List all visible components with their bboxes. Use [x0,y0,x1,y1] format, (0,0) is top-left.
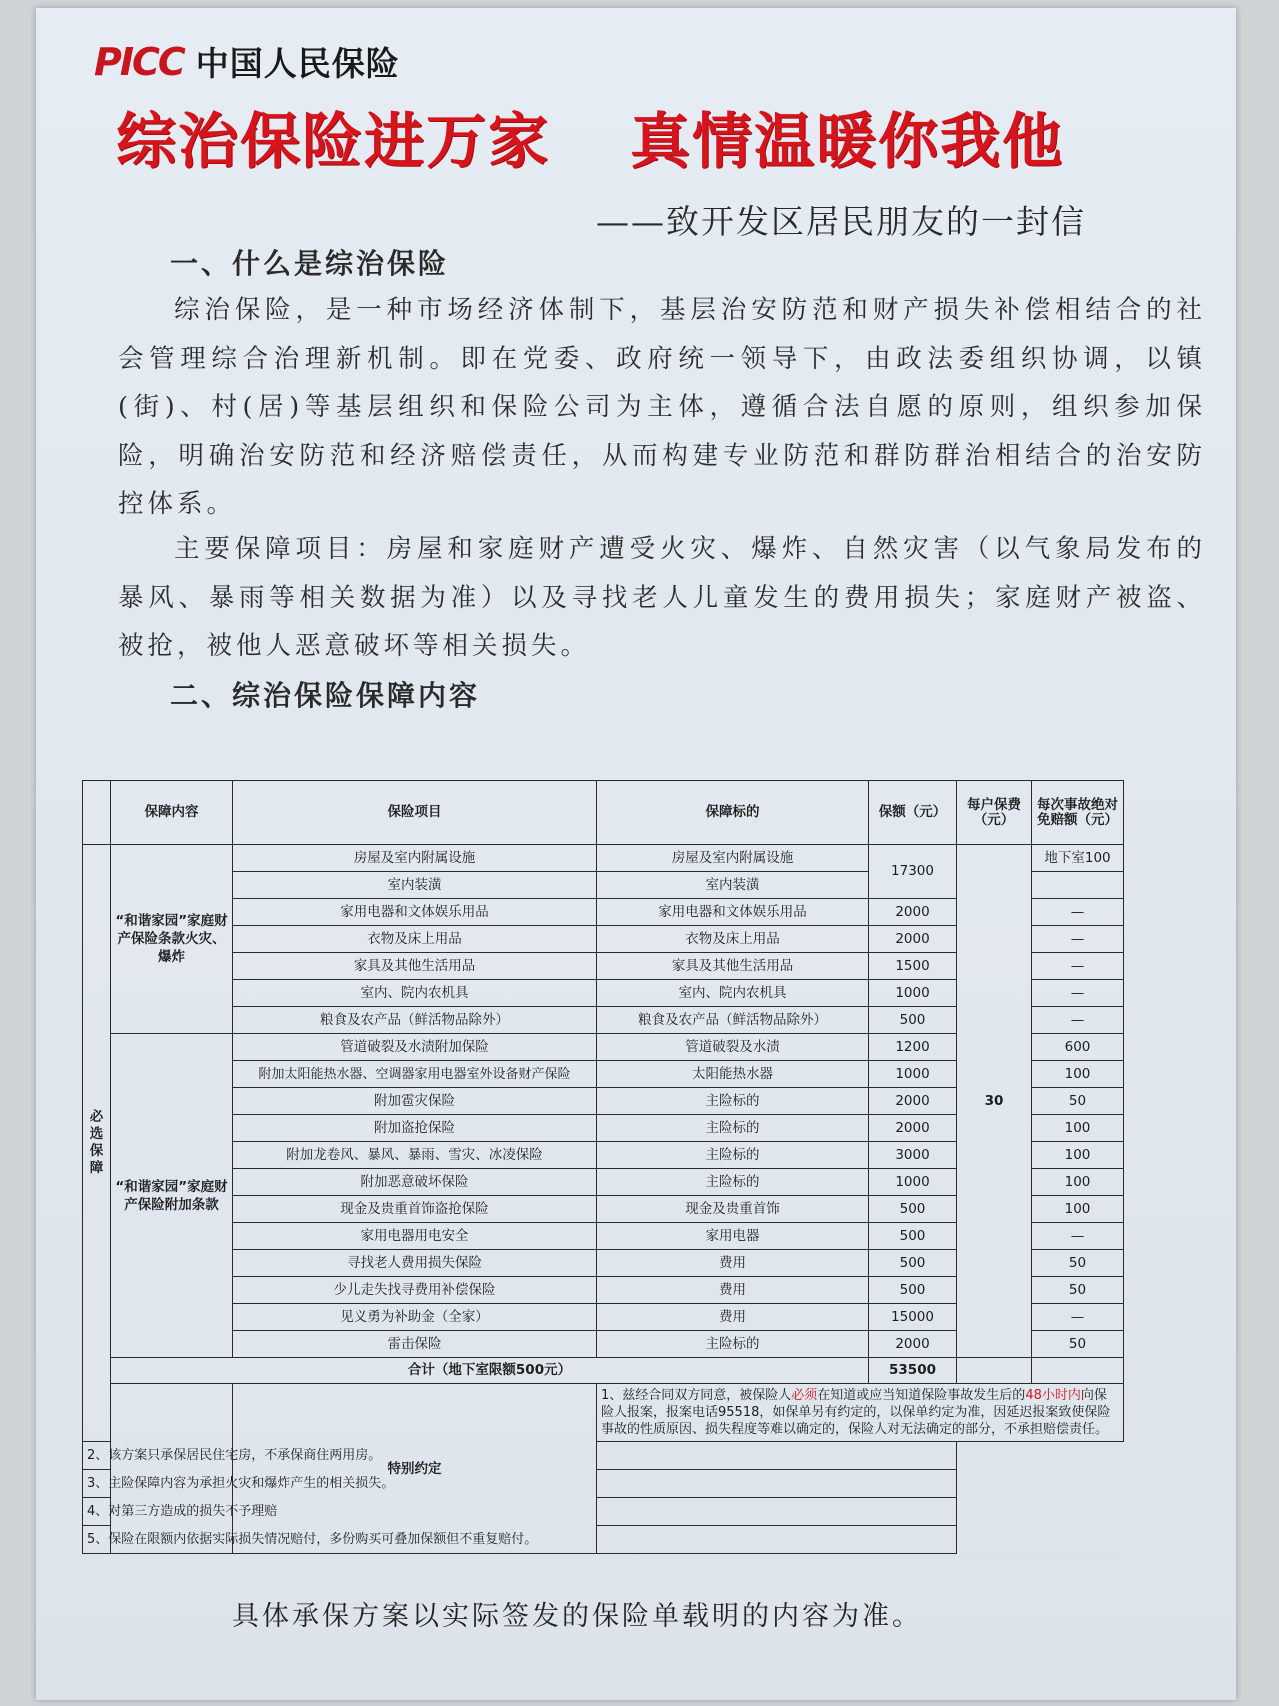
header-deductible: 每次事故绝对免赔额（元） [1032,781,1124,845]
row-item: 少儿走失找寻费用补偿保险 [233,1277,597,1304]
row-deductible: 600 [1032,1034,1124,1061]
total-amount: 53500 [869,1358,957,1384]
row-item: 管道破裂及水渍附加保险 [233,1034,597,1061]
row-item: 家具及其他生活用品 [233,953,597,980]
row-item: 附加恶意破坏保险 [233,1169,597,1196]
headline-left: 综治保险进万家 [116,107,550,177]
row-subject: 费用 [597,1277,869,1304]
row-amount: 2000 [869,1115,957,1142]
special-note-4: 4、对第三方造成的损失不予理赔 [83,1498,957,1526]
special-row [83,1470,1124,1498]
row-amount: 2000 [869,1088,957,1115]
row-deductible: — [1032,1223,1124,1250]
row-deductible: 100 [1032,1196,1124,1223]
total-row [83,1358,1124,1384]
table-header-row [83,781,1124,845]
row-subject: 家用电器和文体娱乐用品 [597,899,869,926]
total-label: 合计（地下室限额500元） [111,1358,869,1384]
row-item: 雷击保险 [233,1331,597,1358]
special-label: 特别约定 [233,1384,597,1554]
row-item: 衣物及床上用品 [233,926,597,953]
special-row [83,1526,1124,1554]
row-subject: 太阳能热水器 [597,1061,869,1088]
row-deductible: 50 [1032,1331,1124,1358]
special-row [83,1384,1124,1442]
logo-mark: PICC [94,39,184,84]
row-amount: 17300 [869,845,957,899]
row-subject: 粮食及农产品（鲜活物品除外） [597,1007,869,1034]
special-note-5: 5、保险在限额内依据实际损失情况赔付，多份购买可叠加保额但不重复赔付。 [83,1526,957,1554]
row-subject: 主险标的 [597,1088,869,1115]
section1-para2: 主要保障项目：房屋和家庭财产遭受火灾、爆炸、自然灾害（以气象局发布的暴风、暴雨等相关数据为准）以及寻找老人儿童发生的费用损失；家庭财产被盗、被抢，被他人恶意破坏等相关损失。 [118,534,1206,662]
row-amount: 1000 [869,1169,957,1196]
special-note-3: 3、主险保障内容为承担火灾和爆炸产生的相关损失。 [83,1470,957,1498]
row-deductible: 地下室100 [1032,845,1124,872]
row-item: 见义勇为补助金（全家） [233,1304,597,1331]
special-row [83,1498,1124,1526]
row-item: 粮食及农产品（鲜活物品除外） [233,1007,597,1034]
premium-value: 30 [957,845,1032,1358]
row-item: 家用电器用电安全 [233,1223,597,1250]
row-item: 家用电器和文体娱乐用品 [233,899,597,926]
row-amount: 15000 [869,1304,957,1331]
picc-logo [94,38,400,85]
row-deductible: 100 [1032,1061,1124,1088]
header-content: 保障内容 [111,781,233,845]
group-label-addon: “和谐家园”家庭财产保险附加条款 [111,1034,233,1358]
row-deductible: — [1032,926,1124,953]
table-row [83,845,1124,872]
row-deductible [1032,872,1124,899]
row-amount: 2000 [869,899,957,926]
row-amount: 1200 [869,1034,957,1061]
logo-text: 中国人民保险 [195,44,400,83]
row-deductible: — [1032,980,1124,1007]
row-subject: 家用电器 [597,1223,869,1250]
headline-right: 真情温暖你我他 [630,107,1064,177]
section1-para1: 综治保险，是一种市场经济体制下，基层治安防范和财产损失补偿相结合的社会管理综合治理新机制。即在党委、政府统一领导下，由政法委组织协调，以镇(街)、村(居)等基层组织和保险公司为主体，遵循合法自愿的原则，组织参加保险，明确治安防范和经济赔偿责任，从而构建专业防范和群防群治相结合的治安防控体系。 [118,295,1206,520]
row-amount: 500 [869,1250,957,1277]
row-subject: 家具及其他生活用品 [597,953,869,980]
row-deductible: — [1032,953,1124,980]
row-amount: 500 [869,1007,957,1034]
group-label-main: “和谐家园”家庭财产保险条款火灾、爆炸 [111,845,233,1034]
row-item: 房屋及室内附属设施 [233,845,597,872]
row-deductible: 100 [1032,1169,1124,1196]
row-deductible: 50 [1032,1250,1124,1277]
row-amount: 500 [869,1223,957,1250]
row-deductible: — [1032,1007,1124,1034]
header-premium: 每户保费（元） [957,781,1032,845]
row-subject: 主险标的 [597,1115,869,1142]
row-item: 寻找老人费用损失保险 [233,1250,597,1277]
row-subject: 主险标的 [597,1169,869,1196]
row-amount: 1500 [869,953,957,980]
row-subject: 室内、院内农机具 [597,980,869,1007]
row-item: 附加盗抢保险 [233,1115,597,1142]
row-subject: 主险标的 [597,1142,869,1169]
row-deductible: 50 [1032,1088,1124,1115]
headline [116,94,1196,180]
row-subject: 衣物及床上用品 [597,926,869,953]
row-subject: 管道破裂及水渍 [597,1034,869,1061]
header-subject: 保障标的 [597,781,869,845]
row-deductible: 50 [1032,1277,1124,1304]
row-subject: 费用 [597,1304,869,1331]
row-deductible: — [1032,899,1124,926]
row-amount: 500 [869,1196,957,1223]
row-subject: 费用 [597,1250,869,1277]
coverage-table [82,780,1124,1554]
row-amount: 500 [869,1277,957,1304]
row-item: 附加雹灾保险 [233,1088,597,1115]
row-amount: 2000 [869,926,957,953]
row-subject: 室内装潢 [597,872,869,899]
row-item: 附加龙卷风、暴风、暴雨、雪灾、冰凌保险 [233,1142,597,1169]
row-item: 现金及贵重首饰盗抢保险 [233,1196,597,1223]
section2-title: 二、综治保险保障内容 [170,679,481,712]
special-note-2: 2、该方案只承保居民住宅房，不承保商住两用房。 [83,1442,957,1470]
row-amount: 1000 [869,980,957,1007]
section1-title: 一、什么是综治保险 [170,247,450,280]
header-item: 保险项目 [233,781,597,845]
row-item: 附加太阳能热水器、空调器家用电器室外设备财产保险 [233,1061,597,1088]
row-item: 室内装潢 [233,872,597,899]
row-subject: 主险标的 [597,1331,869,1358]
subtitle: ——致开发区居民朋友的一封信 [596,202,1086,241]
row-item: 室内、院内农机具 [233,980,597,1007]
row-amount: 2000 [869,1331,957,1358]
footer-note: 具体承保方案以实际签发的保险单载明的内容为准。 [232,1601,922,1632]
special-note-1: 1、兹经合同双方同意，被保险人必须在知道或应当知道保险事故发生后的48小时内向保险人报案，报案电话95518，如保单另有约定的，以保单约定为准，因延迟报案致使保险事故的性质原因、损失程度等难以确定的，保险人对无法确定的部分，不承担赔偿责任。 [597,1384,1124,1442]
row-deductible: 100 [1032,1142,1124,1169]
row-subject: 现金及贵重首饰 [597,1196,869,1223]
row-subject: 房屋及室内附属设施 [597,845,869,872]
header-amount: 保额（元） [869,781,957,845]
row-amount: 3000 [869,1142,957,1169]
coverage-table-wrap [82,780,1124,1554]
row-deductible: 100 [1032,1115,1124,1142]
row-amount: 1000 [869,1061,957,1088]
side-label-mandatory: 必选保障 [83,845,111,1442]
special-row [83,1442,1124,1470]
row-deductible: — [1032,1304,1124,1331]
